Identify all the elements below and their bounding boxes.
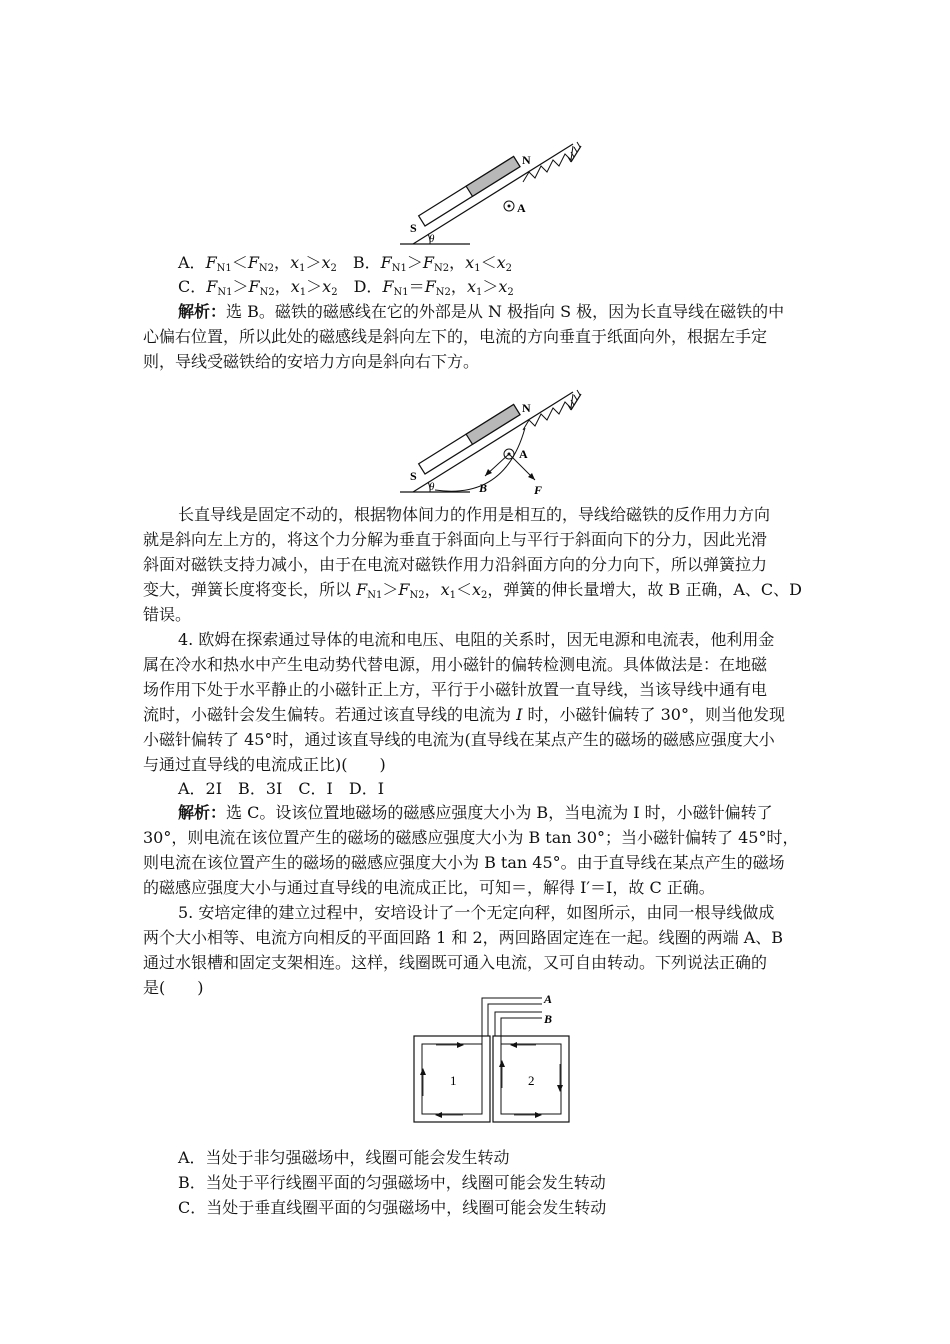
q3-analysis-line-3: 则，导线受磁铁给的安培力方向是斜向右下方。 [143,352,480,371]
current-loops-figure [410,990,575,1130]
q4-line-6: 与通过直导线的电流成正比)( ) [143,755,386,774]
q5-line-1: 5. 安培定律的建立过程中，安培设计了一个无定向秤，如图所示，由同一根导线做成 [178,903,775,922]
q4-line-2: 属在冷水和热水中产生电动势代替电源，用小磁针的偏转检测电流。具体做法是：在地磁 [143,655,768,674]
fig2-label-s: S [410,469,417,483]
magnet-incline-figure-2 [395,370,595,500]
fig1-label-s: S [410,221,417,235]
q3-para2-line-2: 就是斜向左上方的，将这个力分解为垂直于斜面向上与平行于斜面向下的分力，因此光滑 [143,530,768,549]
fig3-label-loop-2: 2 [528,1073,535,1088]
fig3-label-b: B [544,1012,553,1026]
fig2-label-theta: θ [429,481,435,493]
q4-analysis-line-3: 则电流在该位置产生的磁场的磁感应强度大小为 B tan 45°。由于直导线在某点产生的磁场 [143,853,785,872]
fig2-label-f: F [534,483,543,497]
fig1-label-a: A [517,201,526,215]
q3-options-ab: A．$F_{N1}<F_{N2}$，$x_1>x_2$ B．$F_{N1}>F_{N2}$，$x_1<x_2$ [178,253,512,274]
q3-para2-line-4: 变大，弹簧长度将变长，所以 $F_{N1}>F_{N2}$，$x_1<x_2$，弹簧的伸长量增大，故 B 正确，A、C、D [143,580,802,601]
q5-option-b: B．当处于平行线圈平面的匀强磁场中，线圈可能会发生转动 [178,1173,606,1192]
fig2-label-b: B [479,481,488,495]
q4-options: A．2I B．3I C．I D．I [178,779,385,798]
q5-option-c: C．当处于垂直线圈平面的匀强磁场中，线圈可能会发生转动 [178,1198,607,1217]
fig2-label-a: A [519,447,528,461]
q5-option-a: A．当处于非匀强磁场中，线圈可能会发生转动 [178,1148,510,1167]
q3-para2-line-3: 斜面对磁铁支持力减小，由于在电流对磁铁作用力沿斜面方向的分力向下，所以弹簧拉力 [143,555,768,574]
fig2-label-n: N [522,401,531,415]
q4-analysis-line-2: 30°，则电流在该位置产生的磁场的磁感应强度大小为 B tan 30°；当小磁针偏转了 45°时， [143,828,799,847]
q3-analysis-line-2: 心偏右位置，所以此处的磁感线是斜向左下的，电流的方向垂直于纸面向外，根据左手定 [143,327,768,346]
fig3-label-a: A [544,992,553,1006]
q4-analysis-line-4: 的磁感应强度大小与通过直导线的电流成正比，可知＝，解得 I′＝I，故 C 正确。 [143,878,715,897]
q4-line-5: 小磁针偏转了 45°时，通过该直导线的电流为(直导线在某点产生的磁场的磁感应强度大小 [143,730,775,749]
q5-line-3: 通过水银槽和固定支架相连。这样，线圈既可通入电流，又可自由转动。下列说法正确的 [143,953,768,972]
q4-line-4: 流时，小磁针会发生偏转。若通过该直导线的电流为 I 时，小磁针偏转了 30°，则当他发现 [143,705,785,724]
magnet-incline-figure-1 [395,120,595,250]
q3-para2-line-1: 长直导线是固定不动的，根据物体间力的作用是相互的，导线给磁铁的反作用力方向 [178,505,771,524]
q3-options-cd: C．$F_{N1}>F_{N2}$，$x_1>x_2$ D．$F_{N1}=F_{N2}$，$x_1>x_2$ [178,277,514,298]
q4-analysis-line-1: 解析：选 C。设该位置地磁场的磁感应强度大小为 B，当电流为 I 时，小磁针偏转了 [178,803,773,822]
q5-line-2: 两个大小相等、电流方向相反的平面回路 1 和 2，两回路固定连在一起。线圈的两端 A、B [143,928,784,947]
q4-line-1: 4. 欧姆在探索通过导体的电流和电压、电阻的关系时，因无电源和电流表，他利用金 [178,630,775,649]
q4-line-3: 场作用下处于水平静止的小磁针正上方，平行于小磁针放置一直导线，当该导线中通有电 [143,680,768,699]
fig3-label-loop-1: 1 [450,1073,457,1088]
q3-para2-line-5: 错误。 [143,605,192,624]
fig1-label-n: N [522,153,531,167]
fig1-label-theta: θ [429,233,435,245]
q5-line-4: 是( ) [143,978,204,997]
q3-analysis-line-1: 解析：选 B。磁铁的磁感线在它的外部是从 N 极指向 S 极，因为长直导线在磁铁的中 [178,302,785,321]
